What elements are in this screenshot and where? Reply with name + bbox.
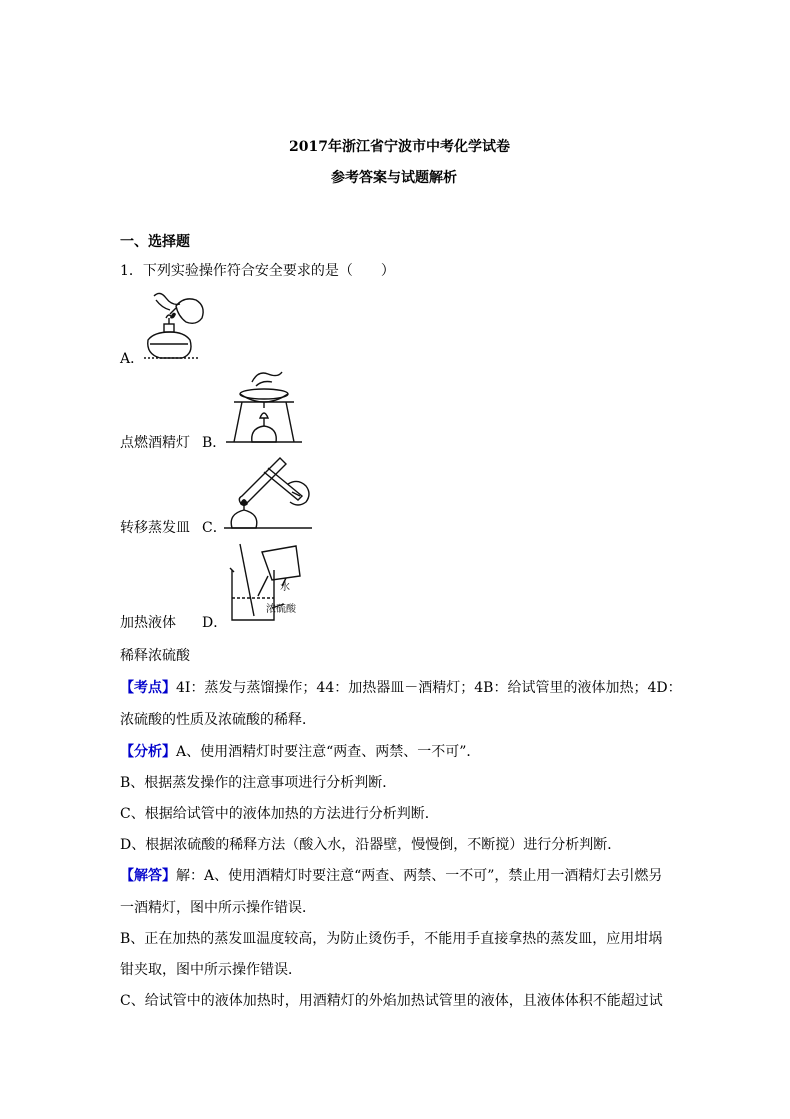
label-water: 水 (280, 582, 290, 593)
option-c-letter: C． (202, 520, 227, 536)
page-subtitle: 参考答案与试题解析 (331, 170, 457, 186)
jieda-line-3: B、正在加热的蒸发皿温度较高，为防止烫伤手，不能用手直接拿热的蒸发皿，应用坩埚 (120, 931, 663, 947)
fenxi-label: 【分析】 (120, 744, 176, 760)
dilution-beaker-icon (224, 542, 310, 630)
alcohol-lamp-lighting-icon (140, 288, 212, 366)
jieda-line-4: 钳夹取，图中所示操作错误． (120, 962, 302, 978)
option-a-caption: 点燃酒精灯 (120, 435, 190, 451)
jieda-line-5: C、给试管中的液体加热时，用酒精灯的外焰加热试管里的液体，且液体体积不能超过试 (120, 993, 663, 1009)
option-b-caption: 转移蒸发皿 (120, 520, 190, 536)
fenxi-line-4: D、根据浓硫酸的稀释方法（酸入水，沿器壁，慢慢倒，不断搅）进行分析判断． (120, 837, 622, 853)
jieda-label: 【解答】 (120, 868, 176, 884)
page-title: 2017年浙江省宁波市中考化学试卷 (289, 139, 510, 155)
fenxi-line-3: C、根据给试管中的液体加热的方法进行分析判断． (120, 806, 439, 822)
fenxi-line-1: 【分析】A、使用酒精灯时要注意“两查、两禁、一不可”． (120, 744, 481, 760)
option-d-caption: 稀释浓硫酸 (120, 648, 190, 664)
kaodian-line-2: 浓硫酸的性质及浓硫酸的稀释． (120, 712, 316, 728)
test-tube-heating-icon (222, 452, 314, 536)
kaodian-line-1: 【考点】4I：蒸发与蒸馏操作；44：加热器皿－酒精灯；4B：给试管里的液体加热；4D： (120, 680, 682, 696)
label-conc-acid: 浓硫酸 (266, 604, 296, 615)
evaporating-dish-icon (222, 368, 306, 450)
question-stem: 1．下列实验操作符合安全要求的是（ ） (120, 263, 395, 279)
fenxi-line-2: B、根据蒸发操作的注意事项进行分析判断． (120, 775, 397, 791)
option-c-caption: 加热液体 (120, 615, 176, 631)
option-d-letter: D． (202, 615, 228, 631)
jieda-line-2: 一酒精灯，图中所示操作错误． (120, 900, 316, 916)
jieda-line-1: 【解答】解：A、使用酒精灯时要注意“两查、两禁、一不可”，禁止用一酒精灯去引燃另 (120, 868, 663, 884)
kaodian-label: 【考点】 (120, 680, 176, 696)
option-a-letter: A． (120, 351, 145, 367)
section-heading: 一、选择题 (120, 234, 190, 250)
option-b-letter: B． (202, 435, 227, 451)
